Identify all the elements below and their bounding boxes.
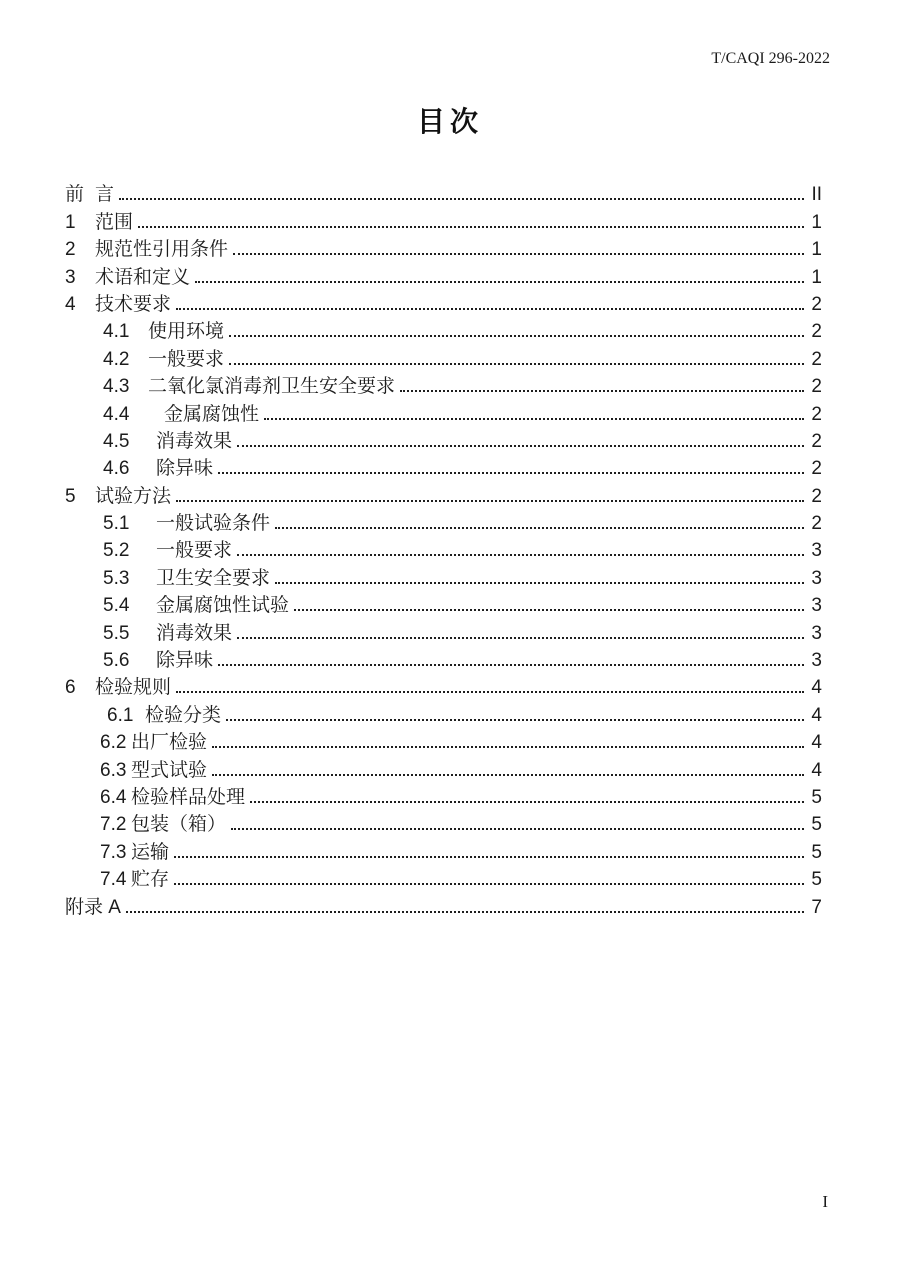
toc-entry-label: 技术要求 (95, 293, 172, 315)
toc-entry (65, 591, 822, 618)
toc-entry-label: 一般试验条件 (156, 513, 271, 535)
toc-entry-number: 4.1 (103, 321, 130, 343)
toc-entry-page: 2 (811, 513, 822, 535)
toc-entry-number: 4.3 (103, 376, 130, 398)
toc-entry (65, 481, 822, 508)
toc-entry (65, 646, 822, 673)
toc-list (65, 180, 822, 920)
toc-entry (65, 837, 822, 864)
toc-entry-label: 附录 A (65, 896, 121, 918)
toc-entry-number: 6.2 (100, 732, 127, 754)
toc-entry-number: 5.3 (103, 567, 130, 589)
toc-dot-leader (237, 637, 804, 639)
toc-entry-number: 4 (65, 293, 76, 315)
toc-entry-label: 贮存 (131, 869, 170, 891)
toc-dot-leader (176, 308, 804, 310)
toc-entry-number: 4.2 (103, 348, 130, 370)
toc-dot-leader (138, 226, 804, 228)
toc-entry-label: 试验方法 (95, 485, 172, 507)
toc-entry-page: 4 (811, 704, 822, 726)
toc-entry-number: 5.4 (103, 595, 130, 617)
toc-entry (65, 865, 822, 892)
toc-entry-page: 5 (811, 841, 822, 863)
toc-entry-number: 3 (65, 266, 76, 288)
toc-entry-number: 7.3 (100, 841, 127, 863)
toc-entry-label: 卫生安全要求 (156, 567, 271, 589)
toc-dot-leader (195, 281, 804, 283)
toc-entry-label: 检验规则 (95, 677, 172, 699)
toc-entry-page: 3 (811, 622, 822, 644)
toc-entry-page: 5 (811, 869, 822, 891)
standard-number: T/CAQI 296-2022 (711, 50, 830, 67)
toc-entry-number: 6.4 (100, 786, 127, 808)
toc-entry-page: 7 (811, 896, 822, 918)
toc-entry (65, 207, 822, 234)
toc-dot-leader (294, 609, 804, 611)
toc-entry (65, 892, 822, 919)
toc-dot-leader (126, 911, 804, 913)
page-title: 目次 (416, 106, 483, 137)
toc-entry-number: 前 (65, 184, 85, 206)
toc-entry-label: 除异味 (156, 650, 214, 672)
toc-entry-label: 消毒效果 (156, 430, 233, 452)
toc-dot-leader (229, 363, 804, 365)
toc-entry-page: 2 (811, 348, 822, 370)
toc-dot-leader (233, 253, 804, 255)
toc-entry-page: 2 (811, 293, 822, 315)
toc-entry-page: 2 (811, 321, 822, 343)
toc-entry-page: 5 (811, 814, 822, 836)
toc-entry-number: 7.4 (100, 869, 127, 891)
toc-entry-number: 5 (65, 485, 76, 507)
toc-dot-leader (237, 554, 804, 556)
toc-entry-page: 1 (811, 211, 822, 233)
toc-entry-label: 检验样品处理 (131, 786, 246, 808)
toc-entry-label: 术语和定义 (95, 266, 191, 288)
toc-entry-page: 4 (811, 732, 822, 754)
toc-dot-leader (229, 335, 804, 337)
toc-entry-number: 5.1 (103, 513, 130, 535)
toc-entry-page: 4 (811, 677, 822, 699)
document-header (0, 0, 900, 68)
toc-entry-label: 除异味 (156, 458, 214, 480)
toc-dot-leader (176, 691, 804, 693)
toc-entry-number: 6.1 (107, 704, 134, 726)
toc-entry-number: 5.5 (103, 622, 130, 644)
toc-entry-number: 6 (65, 677, 76, 699)
toc-entry-page: 2 (811, 403, 822, 425)
toc-entry-page: 2 (811, 458, 822, 480)
toc-entry (65, 427, 822, 454)
toc-dot-leader (264, 418, 804, 420)
toc-entry-label: 运输 (131, 841, 170, 863)
footer-page-number: I (822, 1192, 828, 1211)
toc-entry (65, 563, 822, 590)
toc-entry-number: 4.6 (103, 458, 130, 480)
toc-entry-label: 检验分类 (145, 704, 222, 726)
toc-entry (65, 372, 822, 399)
toc-entry-number: 7.2 (100, 814, 127, 836)
toc-entry-label: 消毒效果 (156, 622, 233, 644)
toc-entry-page: 1 (811, 266, 822, 288)
toc-entry (65, 783, 822, 810)
toc-entry-number: 4.5 (103, 430, 130, 452)
toc-entry-label: 一般要求 (148, 348, 225, 370)
toc-dot-leader (212, 774, 804, 776)
toc-entry (65, 235, 822, 262)
toc-entry-page: 3 (811, 650, 822, 672)
toc-entry (65, 810, 822, 837)
toc-dot-leader (212, 746, 804, 748)
toc-entry (65, 536, 822, 563)
toc-entry-label: 出厂检验 (131, 732, 208, 754)
toc-entry-page: 3 (811, 567, 822, 589)
toc-entry-label: 包装（箱） (131, 814, 227, 836)
toc-dot-leader (218, 472, 804, 474)
toc-entry (65, 344, 822, 371)
toc-dot-leader (250, 801, 804, 803)
toc-entry-number: 6.3 (100, 759, 127, 781)
toc-entry-page: 2 (811, 485, 822, 507)
toc-dot-leader (119, 198, 804, 200)
toc-entry (65, 399, 822, 426)
toc-entry (65, 618, 822, 645)
toc-entry (65, 509, 822, 536)
toc-entry-label: 规范性引用条件 (95, 239, 229, 261)
toc-entry-number: 2 (65, 239, 76, 261)
toc-entry-page: 4 (811, 759, 822, 781)
toc-entry-page: 1 (811, 239, 822, 261)
toc-entry (65, 755, 822, 782)
toc-entry (65, 454, 822, 481)
toc-dot-leader (176, 500, 804, 502)
toc-entry-number: 5.6 (103, 650, 130, 672)
toc-entry-label: 一般要求 (156, 540, 233, 562)
toc-entry-page: II (811, 184, 822, 206)
toc-entry-label: 金属腐蚀性 (164, 403, 260, 425)
toc-entry-label: 金属腐蚀性试验 (156, 595, 290, 617)
toc-entry-label: 型式试验 (131, 759, 208, 781)
toc-dot-leader (226, 719, 804, 721)
toc-entry (65, 290, 822, 317)
toc-entry-page: 5 (811, 786, 822, 808)
toc-entry-page: 3 (811, 540, 822, 562)
toc-dot-leader (275, 527, 804, 529)
toc-entry-page: 3 (811, 595, 822, 617)
toc-entry (65, 317, 822, 344)
toc-entry-label: 言 (95, 184, 115, 206)
page-footer (822, 1192, 828, 1212)
toc-dot-leader (237, 445, 804, 447)
toc-entry-page: 2 (811, 430, 822, 452)
toc-entry-number: 1 (65, 211, 76, 233)
toc-entry-number: 5.2 (103, 540, 130, 562)
toc-entry (65, 180, 822, 207)
toc-entry-label: 二氧化氯消毒剂卫生安全要求 (148, 376, 396, 398)
toc-entry-number: 4.4 (103, 403, 130, 425)
toc-entry (65, 700, 822, 727)
toc-entry (65, 262, 822, 289)
toc-dot-leader (174, 883, 804, 885)
toc-dot-leader (231, 828, 804, 830)
toc-entry-label: 使用环境 (148, 321, 225, 343)
toc-entry-label: 范围 (95, 211, 134, 233)
toc-dot-leader (400, 390, 804, 392)
toc-dot-leader (174, 856, 804, 858)
toc-dot-leader (218, 664, 804, 666)
toc-entry (65, 728, 822, 755)
toc-entry-page: 2 (811, 376, 822, 398)
toc-entry (65, 673, 822, 700)
toc-dot-leader (275, 582, 804, 584)
